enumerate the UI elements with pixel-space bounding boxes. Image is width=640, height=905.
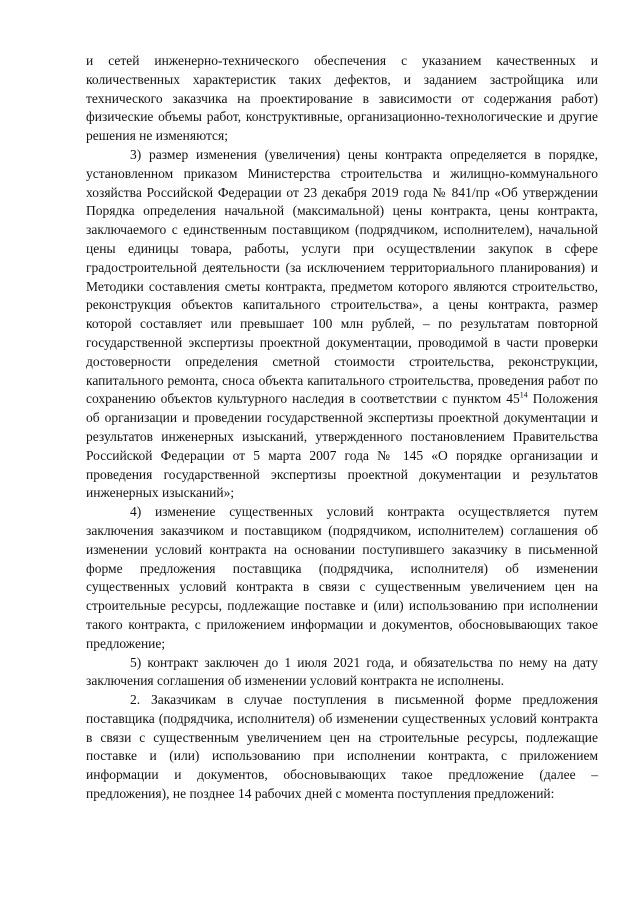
paragraph-item-4: 4) изменение существенных условий контракта осуществляется путем заключения заказчиком и поставщиком (подрядчиком, исполнителем) соглашения об изменении условий контракта на основании поступившего заказчику в письменной форме предложения поставщика (подрядчика, исполнителя) об изменении существенных условий контракта в связи с существенным увеличением цен на строительные ресурсы, подлежащие поставке и (или) использованию при исполнении такого контракта, с приложением информации и документов, обосновывающих такое предложение; xyxy=(86,504,598,651)
footnote-reference: 14 xyxy=(519,390,528,400)
paragraph-continuation: и сетей инженерно-технического обеспечения с указанием качественных и количественных характеристик таких дефектов, и заданием застройщика или технического заказчика на проектирование в зависимости от содержания работ) физические объемы работ, конструктивные, организационно-технологические и другие решения не изменяются; xyxy=(86,53,598,144)
paragraph-item-3-text-end: Положения об организации и проведении государственной экспертизы проектной документации и результатов инженерных изысканий, утвержденного постановлением Правительства Российской Федерации от 5 марта 2007 года № 145 «О порядке организации и проведения государственной экспертизы проектной документации и результатов инженерных изысканий»; xyxy=(86,391,598,501)
paragraph-item-5: 5) контракт заключен до 1 июля 2021 года, и обязательства по нему на дату заключения соглашения об изменении условий контракта не исполнены. xyxy=(86,654,598,689)
paragraph-item-3-text-start: 3) размер изменения (увеличения) цены контракта определяется в порядке, установленном приказом Министерства строительства и жилищно-коммунального хозяйства Российской Федерации от 23 декабря 2019 года № 841/пр «Об утверждении Порядка определения начальной (максимальной) цены контракта, цены контракта, заключаемого с единственным поставщиком (подрядчиком, исполнителем), начальной цены единицы товара, работы, услуги при осуществлении закупок в сфере градостроительной деятельности (за исключением территориального планирования) и Методики составления сметы контракта, предметом которого являются строительство, реконструкция объектов капитального строительства», а цены контракта, размер которой составляет или превышает 100 млн рублей, – по результатам повторной государственной экспертизы проектной документации, проводимой в части проверки достоверности определения сметной стоимости строительства, реконструкции, капитального ремонта, сноса объекта капитального строительства, проведения работ по сохранению объектов культурного наследия в соответствии с пунктом 45 xyxy=(86,146,598,407)
paragraph-section-2: 2. Заказчикам в случае поступления в письменной форме предложения поставщика (подрядчика, исполнителя) об изменении существенных условий контракта в связи с существенным увеличением цен на строительные ресурсы, подлежащие поставке и (или) использованию при исполнении контракта, с приложением информации и документов, обосновывающих такое предложение (далее – предложения), не позднее 14 рабочих дней с момента поступления предложений: xyxy=(86,692,598,802)
paragraph-item-3 xyxy=(86,146,598,503)
document-page xyxy=(86,52,598,804)
